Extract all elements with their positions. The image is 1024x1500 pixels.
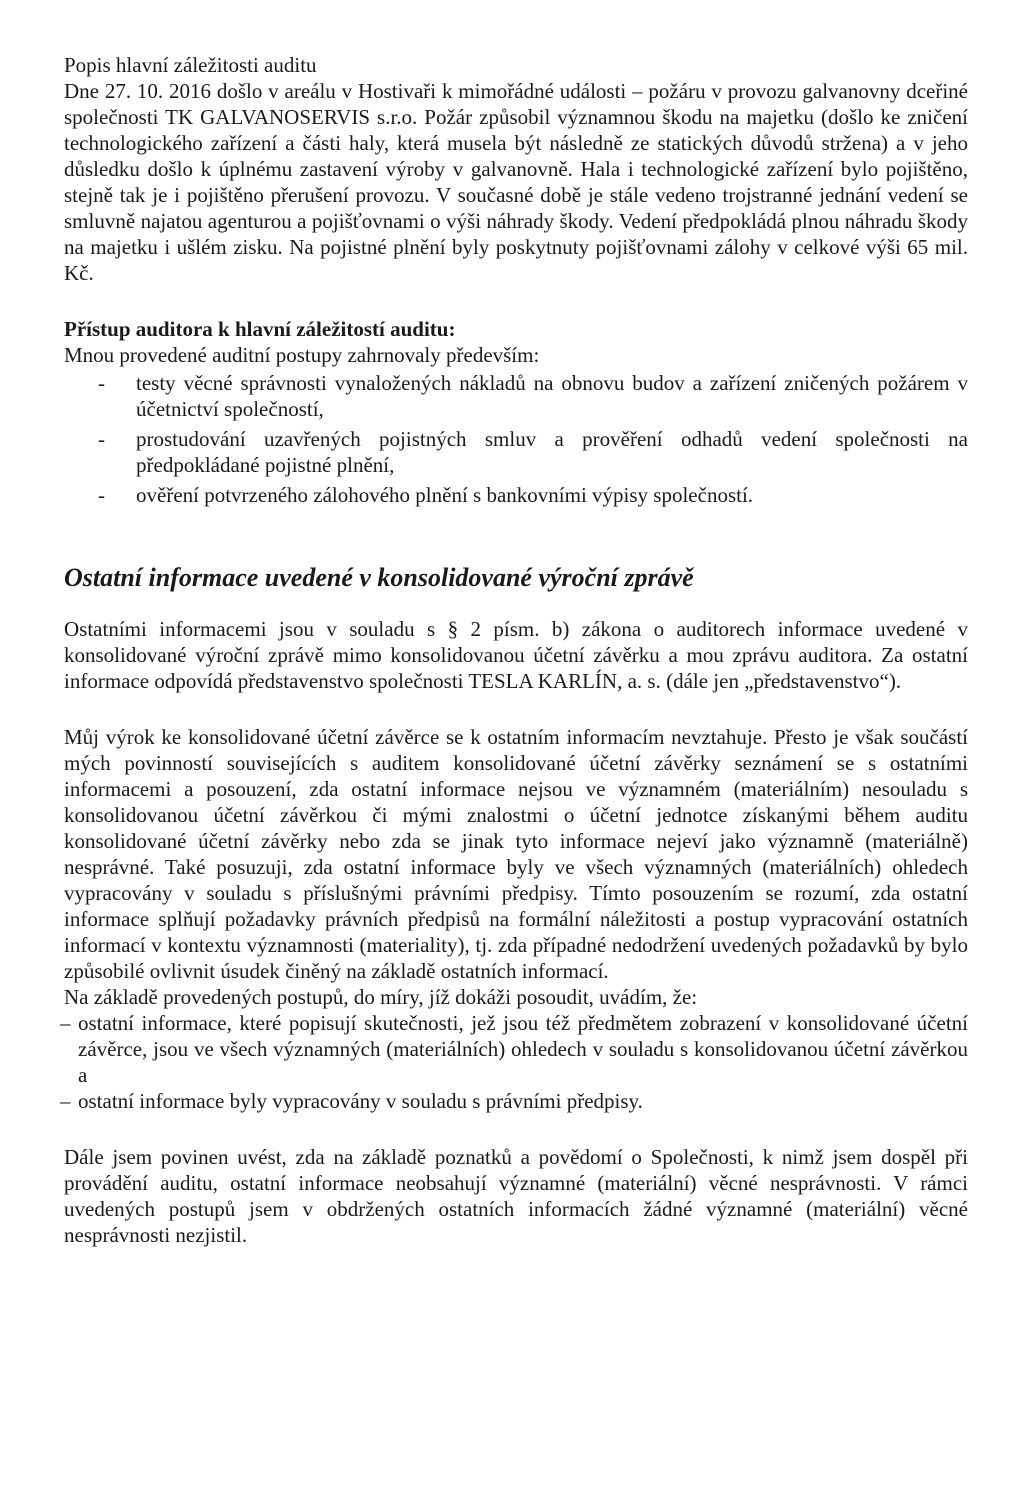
other-information-paragraph-4: Dále jsem povinen uvést, zda na základě poznatků a povědomí o Společnosti, k nimž jsem dospěl při provádění auditu, ostatní informace neobsahují významné (materiální) věcné nesprávnosti. V rámci uvedených postupů jsem v obdržených ostatních informacích žádné významné (materiální) věcné nesprávnosti nezjistil.	[64, 1145, 968, 1247]
other-information-paragraph-1: Ostatními informacemi jsou v souladu s § 2 písm. b) zákona o auditorech informace uvedené v konsolidované výroční zprávě mimo konsolidovanou účetní závěrku a mou zprávu auditora. Za ostatní informace odpovídá představenstvo společnosti TESLA KARLÍN, a. s. (dále jen „představenstvo“).	[64, 617, 968, 693]
list-item	[60, 1010, 968, 1088]
key-audit-matter-section	[64, 52, 968, 286]
list-item-text: ověření potvrzeného zálohového plnění s bankovními výpisy společností.	[136, 483, 754, 507]
other-information-section	[60, 562, 968, 1248]
auditor-approach-section	[64, 316, 968, 508]
dash-bullet-icon: -	[98, 371, 105, 395]
list-item	[60, 1088, 968, 1114]
dash-bullet-icon: –	[60, 1089, 71, 1113]
key-audit-matter-description: Dne 27. 10. 2016 došlo v areálu v Hostivaři k mimořádné události – požáru v provozu galvanovny dceřiné společnosti TK GALVANOSERVIS s.r.o. Požár způsobil významnou škodu na majetku (došlo ke zničení technologického zařízení a části haly, která musela být následně ze statických důvodů stržena) a v jeho důsledku došlo k úplnému zastavení výroby v galvanovně. Hala i technologické zařízení bylo pojištěno, stejně tak je i pojištěno přerušení provozu. V současné době je stále vedeno trojstranné jednání vedení se smluvně najatou agenturou a pojišťovnami o výši náhrady škody. Vedení předpokládá plnou náhradu škody na majetku i ušlém zisku. Na pojistné plnění byly poskytnuty pojišťovnami zálohy v celkové výši 65 mil. Kč.	[64, 79, 968, 285]
dash-bullet-icon: -	[98, 483, 105, 507]
other-information-paragraph-2: Můj výrok ke konsolidované účetní závěrce se k ostatním informacím nevztahuje. Přesto je však součástí mých povinností souvisejících s auditem konsolidované účetní závěrky seznámení se s ostatními informacemi a posouzení, zda ostatní informace nejsou ve významném (materiálním) nesouladu s konsolidovanou účetní závěrkou či mými znalostmi o účetní jednotce získanými během auditu konsolidované účetní závěrky nebo zda se jinak tyto informace nejeví jako významně (materiálně) nesprávné. Také posuzuji, zda ostatní informace byly ve všech významných (materiálních) ohledech vypracovány v souladu s příslušnými právními předpisy. Tímto posouzením se rozumí, zda ostatní informace splňují požadavky právních předpisů na formální náležitosti a postup vypracování ostatních informací v kontextu významnosti (materiality), tj. zda případné nedodržení uvedených požadavků by bylo způsobilé ovlivnit úsudek činěný na základě ostatních informací.	[64, 725, 968, 983]
list-item	[64, 426, 968, 478]
dash-bullet-icon: -	[98, 427, 105, 451]
list-item-text: prostudování uzavřených pojistných smluv a prověření odhadů vedení společnosti na předpokládané pojistné plnění,	[136, 427, 968, 477]
auditor-approach-intro: Mnou provedené auditní postupy zahrnovaly především:	[64, 343, 540, 367]
list-item-text: testy věcné správnosti vynaložených nákladů na obnovu budov a zařízení zničených požárem v účetnictví společností,	[136, 371, 968, 421]
list-item-text: ostatní informace byly vypracovány v souladu s právními předpisy.	[78, 1089, 643, 1113]
list-item-text: ostatní informace, které popisují skutečnosti, jež jsou též předmětem zobrazení v konsolidované účetní závěrce, jsou ve všech významných (materiálních) ohledech v souladu s konsolidovanou účetní závěrkou a	[78, 1011, 968, 1087]
audit-procedures-list	[64, 370, 968, 508]
dash-bullet-icon: –	[60, 1011, 71, 1035]
list-item	[64, 482, 968, 508]
conclusions-list	[60, 1010, 968, 1114]
other-information-heading: Ostatní informace uvedené v konsolidované výroční zprávě	[64, 563, 694, 592]
key-audit-matter-title: Popis hlavní záležitosti auditu	[64, 53, 317, 77]
other-information-conclusion-intro: Na základě provedených postupů, do míry, jíž dokáži posoudit, uvádím, že:	[64, 985, 698, 1009]
list-item	[64, 370, 968, 422]
auditor-approach-heading: Přístup auditora k hlavní záležitostí auditu:	[64, 317, 456, 341]
